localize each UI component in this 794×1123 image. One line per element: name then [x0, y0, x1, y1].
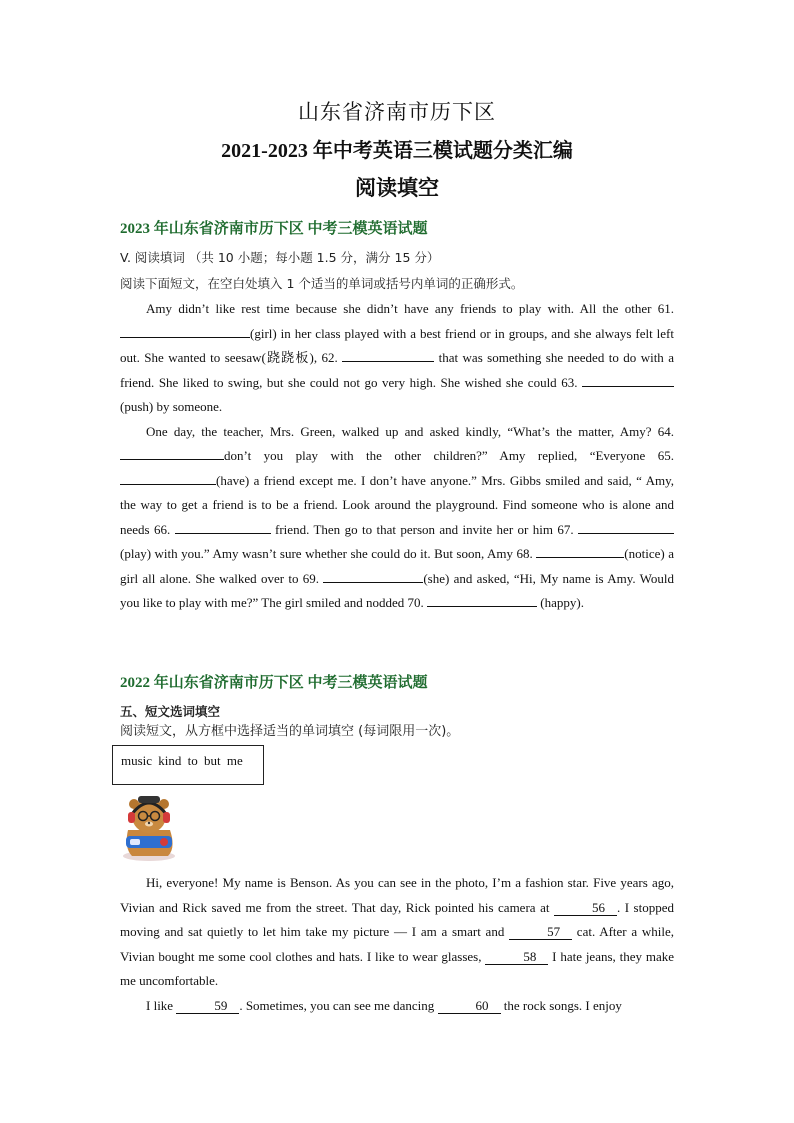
text-segment: (happy). [537, 595, 584, 610]
passage2-paragraph1 [120, 871, 674, 994]
blank-68[interactable] [536, 542, 624, 558]
section2-heading: 2022 年山东省济南市历下区 中考三模英语试题 [120, 675, 428, 691]
text-segment: don’t you play with the other children?” Amy replied, “Everyone 65. [224, 448, 674, 463]
blank-57[interactable]: 57 [509, 924, 572, 940]
section1-instruction: 阅读下面短文，在空白处填入 1 个适当的单词或括号内单词的正确形式。 [120, 276, 524, 291]
blank-62[interactable] [342, 346, 434, 362]
text-segment: Amy didn’t like rest time because she didn’t have any friends to play with. All the other 61. [146, 301, 674, 316]
text-segment: (push) by someone. [120, 399, 223, 414]
section1-part: V. 阅读填词 （共 10 小题；每小题 1.5 分，满分 15 分） [120, 250, 440, 265]
blank-63[interactable] [582, 371, 674, 387]
blank-61[interactable] [120, 322, 250, 338]
blank-66[interactable] [175, 518, 271, 534]
blank-58[interactable]: 58 [485, 949, 548, 965]
section1-passage [120, 297, 674, 616]
title-region: 山东省济南市历下区 [298, 100, 496, 124]
section2-instruction: 阅读短文，从方框中选择适当的单词填空 (每词限用一次)。 [120, 724, 460, 739]
text-segment: that was something she needed to do with a friend. She liked to swing, but she could not go very high. She wished she could 63. [120, 350, 674, 390]
blank-59[interactable]: 59 [176, 998, 239, 1014]
blank-64[interactable] [120, 444, 224, 460]
blank-69[interactable] [323, 567, 423, 583]
passage1-paragraph1 [120, 297, 674, 420]
text-segment: (have) a friend except me. I don’t have anyone.” Mrs. Gibbs smiled and said, “ Amy, the way to get a friend is to be a friend. Look around the playground. Find someone who is alone and needs 66. [120, 472, 674, 537]
text-segment: cat. After a while, Vivian bought me some cool clothes and hats. I like to wear glasses, [120, 924, 675, 964]
blank-67[interactable] [578, 518, 674, 534]
text-segment: . I stopped moving and sat quietly to let him take my picture — I am a smart and [120, 899, 674, 939]
passage1-paragraph2 [120, 420, 674, 616]
text-segment: (play) with you.” Amy wasn’t sure whether she could do it. But soon, Amy 68. [120, 546, 537, 561]
cat-with-headphones-picture [118, 790, 180, 862]
blank-70[interactable] [427, 591, 537, 607]
text-segment: One day, the teacher, Mrs. Green, walked up and asked kindly, “What’s the matter, Amy? 64. [146, 423, 674, 439]
blank-60[interactable]: 60 [438, 998, 501, 1014]
text-segment: I hate jeans, they make me uncomfortable. [120, 948, 674, 988]
text-segment: (girl) in her class played with a best friend or in groups, and she always felt left out. She wanted to seesaw(跷跷板), 62. [120, 325, 674, 365]
word-choice-box: music kind to but me [112, 745, 264, 785]
title-reading-fill: 阅读填空 [355, 176, 439, 200]
text-segment: Hi, everyone! My name is Benson. As you can see in the photo, I’m a fashion star. Five years ago, Vivian and Rick saved me from the street. That day, Rick pointed his camera at [120, 875, 674, 915]
section1-heading: 2023 年山东省济南市历下区 中考三模英语试题 [120, 221, 428, 237]
text-segment: (she) and asked, “Hi, My name is Amy. Would you like to play with me?” The girl smiled and nodded 70. [120, 570, 674, 610]
blank-65[interactable] [120, 469, 216, 485]
blank-56[interactable]: 56 [554, 900, 617, 916]
section2-passage [120, 871, 674, 1018]
passage2-paragraph2 [120, 994, 674, 1019]
text-segment: . Sometimes, you can see me dancing [239, 997, 438, 1013]
text-segment: friend. Then go to that person and invite her or him 67. [270, 521, 578, 537]
text-segment: the rock songs. I enjoy [500, 997, 622, 1013]
text-segment: (notice) a girl all alone. She walked over to 69. [120, 546, 674, 586]
text-segment: I like [146, 997, 177, 1013]
title-exam-collection: 2021-2023 年中考英语三模试题分类汇编 [221, 140, 573, 162]
section2-part: 五、短文选词填空 [120, 704, 221, 719]
